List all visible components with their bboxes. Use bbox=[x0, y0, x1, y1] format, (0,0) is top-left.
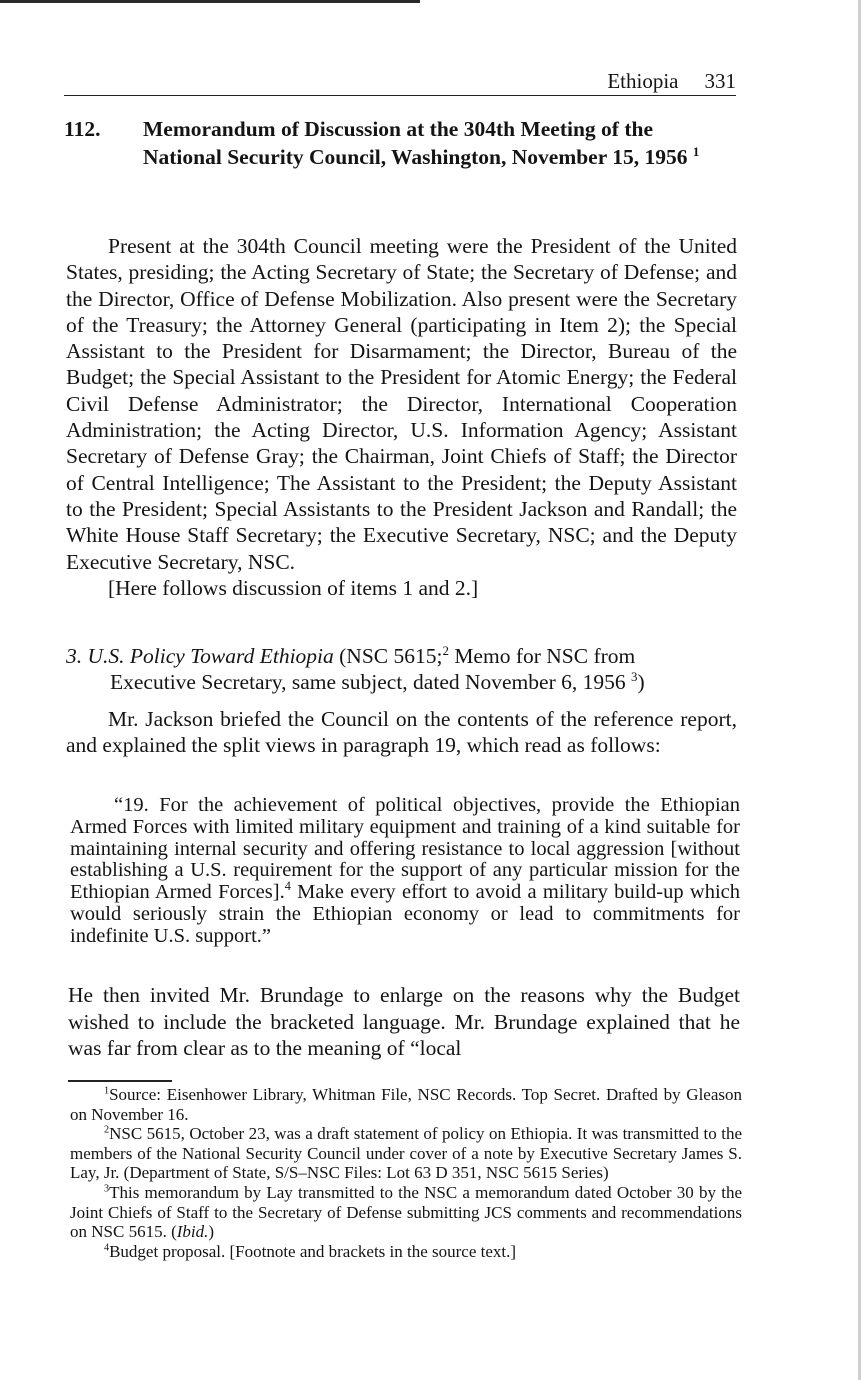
footnote-ref[interactable]: 4 bbox=[284, 879, 291, 894]
footnote-text: Budget proposal. [Footnote and brackets in the source text.] bbox=[109, 1241, 517, 1261]
footnote-text-end: ) bbox=[208, 1222, 215, 1242]
page-top-edge bbox=[0, 0, 420, 3]
footnote-ref[interactable]: 3 bbox=[631, 669, 638, 684]
footnote-ref[interactable]: 1 bbox=[692, 144, 700, 159]
item-ref-line2 bbox=[66, 669, 737, 695]
footnote-text: Source: Eisenhower Library, Whitman File, NSC Records. Top Secret. Drafted by Gleason on November 16. bbox=[70, 1085, 742, 1124]
quote-part-2: Make every effort to avoid a military build-up which would seriously strain the Ethiopian economy or lead to commitments for indefinite U.S. support.” bbox=[70, 881, 740, 947]
footnote-ibid: Ibid. bbox=[176, 1222, 209, 1242]
document-title bbox=[143, 115, 733, 171]
item-ref-c: Executive Secretary, same subject, dated November 6, 1956 bbox=[110, 670, 626, 694]
document-number: 112. bbox=[64, 117, 101, 141]
editorial-note: [Here follows discussion of items 1 and 2.] bbox=[108, 575, 479, 600]
footnote-number: 4 bbox=[104, 1242, 110, 1254]
item-ref-b: Memo for NSC from bbox=[454, 644, 636, 668]
item-ref-a: (NSC 5615; bbox=[339, 644, 443, 668]
footnote-number: 2 bbox=[104, 1124, 110, 1136]
item-title: U.S. Policy Toward Ethiopia bbox=[87, 644, 334, 668]
footnote-3 bbox=[70, 1183, 742, 1242]
document-title-text: Memorandum of Discussion at the 304th Meeting of the National Security Council, Washington, November 15, 1956 bbox=[143, 117, 688, 169]
running-head-title: Ethiopia bbox=[607, 69, 679, 93]
footnote-rule bbox=[68, 1080, 172, 1082]
footnotes bbox=[70, 1085, 742, 1261]
footnote-number: 3 bbox=[104, 1183, 110, 1195]
item-ref-close: ) bbox=[637, 670, 645, 694]
brundage-paragraph: He then invited Mr. Brundage to enlarge on the reasons why the Budget wished to include the bracketed language. Mr. Brundage explained that he was far from clear as to the meaning of “local bbox=[68, 983, 740, 1060]
page-number: 331 bbox=[704, 69, 736, 93]
item-number: 3. bbox=[66, 644, 83, 668]
footnote-1 bbox=[70, 1085, 742, 1124]
footnote-4 bbox=[70, 1242, 742, 1262]
footnote-text: This memorandum by Lay transmitted to the NSC a memorandum dated October 30 by the Joint Chiefs of Staff to the Secretary of Defense submitting JCS comments and recommendations on NSC 5615. ( bbox=[70, 1182, 742, 1242]
quote-part-1: “19. For the achievement of political objectives, provide the Ethiopian Armed Forces with limited military equipment and training of a kind suitable for maintaining internal security and offering resistance to local aggression [without establishing a U.S. requirement for the support of any particular mission for the Ethiopian Armed Forces]. bbox=[70, 794, 740, 904]
footnote-ref[interactable]: 2 bbox=[442, 643, 449, 658]
attendance-paragraph: Present at the 304th Council meeting were the President of the United States, presiding; the Acting Secretary of State; the Secretary of Defense; and the Director, Office of Defense Mobilization. Also present were the Secretary of the Treasury; the Attorney General (participating in Item 2); the Special Assistant to the President for Disarmament; the Director, Bureau of the Budget; the Special Assistant to the President for Atomic Energy; the Federal Civil Defense Administrator; the Director, International Cooperation Administration; the Acting Director, U.S. Information Agency; Assistant Secretary of Defense Gray; the Chairman, Joint Chiefs of Staff; the Director of Central Intelligence; The Assistant to the President; the Deputy Assistant to the President; Special Assistants to the President Jackson and Randall; the White House Staff Secretary; the Executive Secretary, NSC; and the Deputy Executive Secretary, NSC. bbox=[66, 234, 737, 574]
footnote-2 bbox=[70, 1124, 742, 1183]
footnote-text: NSC 5615, October 23, was a draft statement of policy on Ethiopia. It was transmitted to the members of the National Security Council under cover of a note by Executive Secretary James S. Lay, Jr. (Department of State, S/S–NSC Files: Lot 63 D 351, NSC 5615 Series) bbox=[70, 1124, 742, 1183]
footnote-number: 1 bbox=[104, 1085, 110, 1097]
item-3-heading bbox=[66, 643, 737, 695]
quoted-paragraph-19 bbox=[70, 795, 740, 948]
jackson-paragraph: Mr. Jackson briefed the Council on the contents of the reference report, and explained the split views in paragraph 19, which read as follows: bbox=[66, 707, 737, 757]
running-head bbox=[64, 67, 736, 96]
attendance-section bbox=[66, 233, 737, 601]
